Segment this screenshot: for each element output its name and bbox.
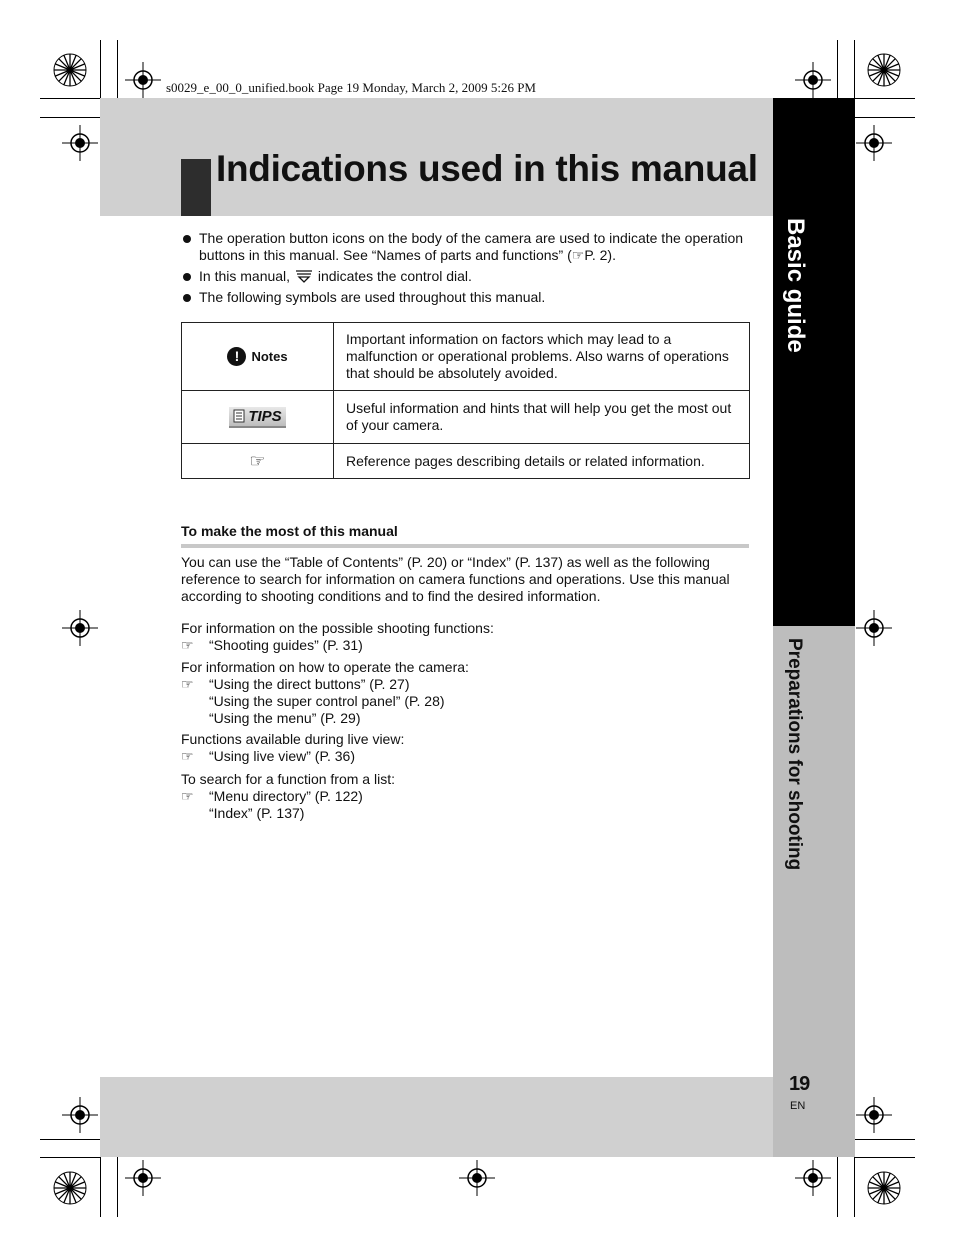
bullet-text: The operation button icons on the body of the camera are used to indicate the operation buttons in this manual. See “Names of parts and functions” ( (199, 230, 744, 263)
footer-band (100, 1077, 773, 1157)
table-row (182, 323, 750, 391)
bullet-item (181, 230, 751, 264)
description-cell: Useful information and hints that will help you get the most out of your camera. (334, 391, 750, 444)
tips-note-icon (233, 409, 245, 423)
pointing-hand-icon: ☞ (181, 637, 194, 653)
reference-item (181, 637, 751, 654)
reference-item (181, 676, 751, 693)
side-tab-preparations-label-wrap (777, 638, 817, 898)
pointing-hand-icon: ☞ (249, 450, 266, 471)
reference-text: “Using the direct buttons” (P. 27) (209, 676, 410, 692)
reference-text: “Using live view” (P. 36) (209, 748, 356, 764)
reference-group (181, 659, 751, 727)
bullet-item (181, 268, 751, 285)
notes-symbol (227, 347, 287, 366)
section-divider (181, 544, 749, 548)
reference-group (181, 771, 751, 822)
bullet-text: In this manual, (199, 268, 294, 284)
page-title: Indications used in this manual (216, 148, 758, 189)
reference-text: “Using the super control panel” (P. 28) (209, 693, 445, 709)
symbol-cell (182, 444, 334, 479)
reference-text: “Menu directory” (P. 122) (209, 788, 363, 804)
table-row (182, 444, 750, 479)
reference-item (181, 748, 751, 765)
side-tab-basic-guide-label: Basic guide (782, 218, 809, 353)
reference-group (181, 620, 751, 654)
intro-bullets (181, 230, 751, 310)
reference-lead: For information on how to operate the camera: (181, 659, 469, 675)
pointing-hand-icon: ☞ (181, 676, 194, 692)
pointing-hand-icon: ☞ (571, 247, 585, 263)
description-cell: Important information on factors which may lead to a malfunction or operational problems. Also warns of operations that should be absolutely avoided. (334, 323, 750, 391)
section-heading: To make the most of this manual (181, 523, 398, 539)
side-tab-basic-guide-label-wrap (777, 218, 817, 378)
exclamation-circle-icon: ! (227, 347, 246, 366)
reference-text: “Using the menu” (P. 29) (209, 710, 361, 726)
reference-text: “Shooting guides” (P. 31) (209, 637, 363, 653)
reference-item (181, 788, 751, 805)
side-tab-preparations-label: Preparations for shooting (784, 638, 805, 871)
title-accent-block (181, 159, 211, 216)
page-language: EN (790, 1100, 806, 1112)
reference-lead: For information on the possible shooting functions: (181, 620, 494, 636)
tips-label: TIPS (248, 407, 282, 425)
bullet-text: The following symbols are used throughout this manual. (199, 289, 546, 305)
table-row (182, 391, 750, 444)
notes-label: Notes (251, 349, 288, 364)
pointing-hand-icon: ☞ (181, 748, 194, 764)
description-cell: Reference pages describing details or related information. (334, 444, 750, 479)
symbol-table (181, 322, 750, 479)
symbol-cell (182, 323, 334, 391)
control-dial-icon (294, 269, 314, 283)
bullet-text: indicates the control dial. (313, 268, 472, 284)
reference-lead: To search for a function from a list: (181, 771, 395, 787)
print-file-info: s0029_e_00_0_unified.book Page 19 Monday, March 2, 2009 5:26 PM (166, 80, 536, 95)
reference-group (181, 731, 751, 765)
page-number: 19 (789, 1073, 810, 1095)
symbol-cell (182, 391, 334, 444)
bullet-item (181, 289, 751, 306)
tips-symbol (229, 407, 285, 428)
section-intro: You can use the “Table of Contents” (P. 20) or “Index” (P. 137) as well as the following reference to search for information on camera functions and operations. Use this manual according to shooting conditions and to find the desired information. (181, 554, 730, 604)
pointing-hand-icon: ☞ (181, 788, 194, 804)
reference-lead: Functions available during live view: (181, 731, 405, 747)
bullet-ref: P. 2). (584, 247, 616, 263)
reference-text: “Index” (P. 137) (209, 805, 305, 821)
